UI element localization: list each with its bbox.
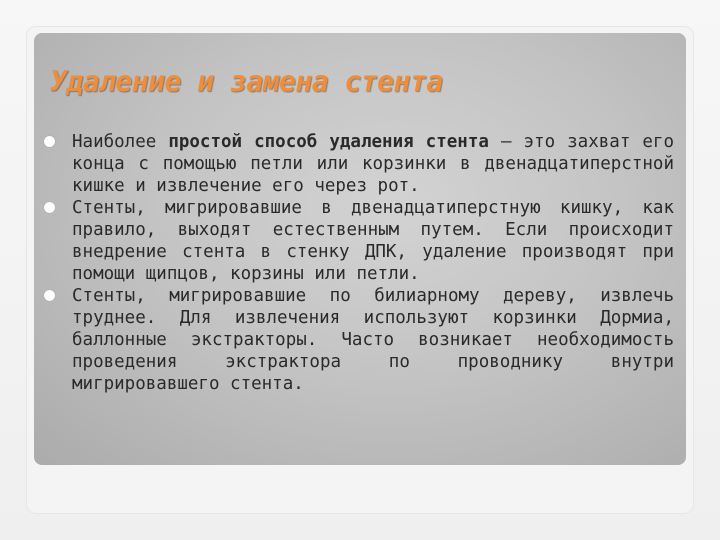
slide-title: Удаление и замена стента	[50, 65, 443, 98]
bullet-1-bold: простой способ удаления стента	[168, 132, 489, 152]
bullet-1-rest: – это захват его конца с помощью петли или корзинки в двенадцатиперстной кишке и извлечение его через рот.	[72, 132, 675, 196]
circle-bullet-icon	[44, 290, 55, 301]
bullet-item-3	[44, 285, 674, 395]
circle-bullet-icon	[44, 136, 55, 147]
bullet-2-text: Стенты, мигрировавшие в двенадцатиперстную кишку, как правило, выходят естественным путем. Если происходит внедрение стента в стенку ДПК, удаление производят при помощи щипцов, корзины или петли.	[72, 198, 674, 284]
bullet-item-1	[44, 131, 674, 197]
bullet-item-2	[44, 197, 674, 285]
bullet-list	[44, 131, 674, 395]
bullet-1-lead: Наиболее	[72, 132, 169, 152]
circle-bullet-icon	[44, 202, 55, 213]
bullet-3-text: Стенты, мигрировавшие по билиарному дереву, извлечь труднее. Для извлечения используют корзинки Дормиа, баллонные экстракторы. Часто возникает необходимость проведения экстрактора по проводнику внутри мигрировавшего стента.	[72, 286, 674, 394]
